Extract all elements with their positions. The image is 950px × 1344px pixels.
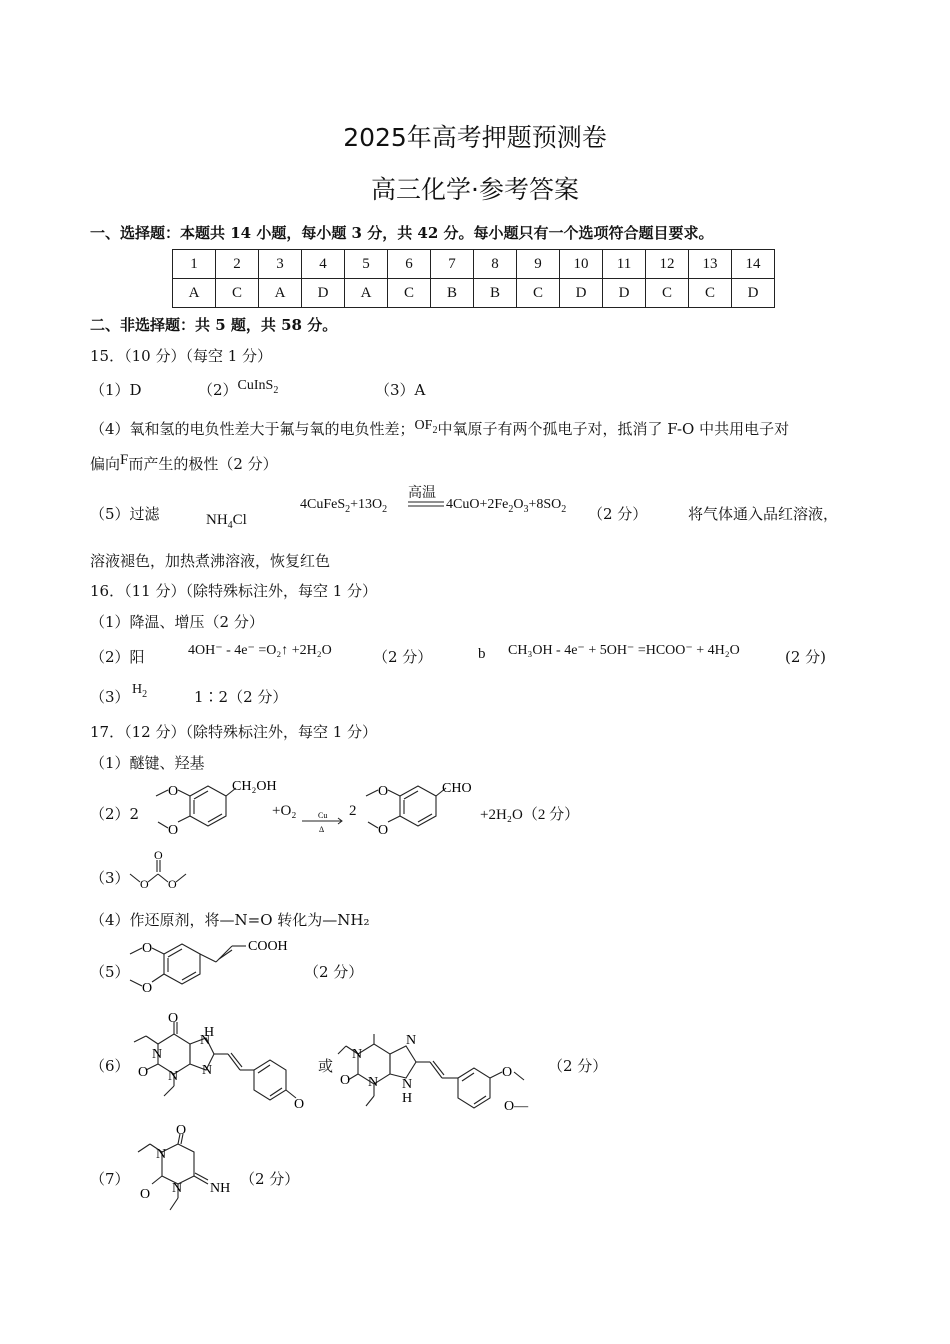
answer-letter-cell: B — [474, 279, 517, 308]
q17-part6-or: 或 — [318, 1057, 334, 1075]
q15-part2-formula: CuInS — [237, 378, 274, 393]
answer-letter-cell: C — [388, 279, 431, 308]
q17-coef-2: 2 — [349, 803, 357, 819]
q16-equation-anode: 4OH⁻ - 4e⁻ =O₂↑ +2H₂O — [188, 643, 332, 658]
q15-part4-a: （4）氧和氢的电负性差大于氟与氧的电负性差； — [90, 420, 415, 438]
answer-number-cell: 7 — [431, 250, 474, 279]
q15-part5-tail: 将气体通入品红溶液， — [688, 505, 839, 523]
dimethyl-carbonate-structure — [128, 848, 198, 890]
answer-number-cell: 3 — [259, 250, 302, 279]
x2-n1: N — [352, 1047, 363, 1062]
q16-part3-h2: $H_2$ — [132, 682, 148, 700]
xanthine-derivative-2 — [338, 1010, 558, 1114]
answer-number-cell: 6 — [388, 250, 431, 279]
x1-n9: N — [202, 1063, 213, 1078]
x2-o-bottom: O — [340, 1073, 351, 1088]
q17-part5-label: （5） — [90, 963, 130, 981]
answer-number-cell: 2 — [216, 250, 259, 279]
x1-n3: N — [168, 1069, 179, 1084]
answer-letter-cell: A — [173, 279, 216, 308]
x1-o-phenol: O — [294, 1097, 305, 1112]
answer-letter-cell: D — [302, 279, 345, 308]
q16-part1: （1）降温、增压（2 分） — [90, 613, 264, 631]
q16-part3-ratio: 1∶2（2 分） — [194, 688, 288, 706]
answer-number-cell: 10 — [560, 250, 603, 279]
reaction-arrow — [302, 812, 348, 834]
pyr-o-bottom: O — [140, 1187, 151, 1202]
x2-o-methoxy-1: O — [502, 1065, 513, 1080]
methoxy-o-3: O — [378, 784, 389, 799]
cinnamic-acid-structure — [128, 932, 318, 998]
carbonate-o-3: O — [154, 848, 163, 862]
q15-part2-label: （2） — [198, 381, 238, 399]
answer-number-cell: 12 — [646, 250, 689, 279]
answer-letter-cell: C — [216, 279, 259, 308]
x1-n1: N — [152, 1047, 163, 1062]
pyr-nh: NH — [210, 1181, 231, 1196]
reactant-structure — [128, 778, 278, 842]
q17-part7-label: （7） — [90, 1170, 130, 1188]
q16-part3-label: （3） — [90, 688, 130, 706]
q15-part4-c: 偏向 — [90, 455, 121, 473]
answer-number-cell: 14 — [732, 250, 775, 279]
x2-n9: N — [402, 1077, 413, 1092]
q15-part4-formula: OF — [414, 418, 433, 433]
q17-part2-tail: +2H₂O（2 分） — [480, 807, 580, 823]
section2-heading: 二、非选择题：共 5 题，共 58 分。 — [90, 316, 338, 334]
answer-number-row — [173, 250, 775, 279]
answer-letter-cell: A — [259, 279, 302, 308]
q15-part1: （1）D — [90, 381, 142, 399]
answer-table — [172, 249, 775, 308]
q17-heading: 17．（12 分）（除特殊标注外，每空 1 分） — [90, 723, 378, 741]
q15-part5-score: （2 分） — [588, 505, 648, 523]
catalyst-cu: Cu — [318, 811, 328, 820]
cho-label: CHO — [442, 781, 472, 796]
ch2oh-label: CH₂OH — [232, 779, 277, 794]
answer-number-cell: 13 — [689, 250, 732, 279]
x2-n3: N — [368, 1075, 379, 1090]
q17-part1: （1）醚键、羟基 — [90, 754, 205, 772]
methoxy-o-2: O — [168, 823, 179, 838]
answer-letter-row — [173, 279, 775, 308]
q17-part3-label: （3） — [90, 869, 130, 887]
heat-delta: Δ — [319, 825, 325, 834]
q15-reaction-condition: 高温 — [408, 485, 436, 501]
q15-part2: （2）CuInS$_2$ — [198, 378, 279, 399]
x2-h: H — [402, 1091, 413, 1106]
answer-letter-cell: C — [689, 279, 732, 308]
q15-part4-f: F — [120, 452, 129, 468]
q16-part2-score2: (2 分) — [785, 648, 827, 666]
x1-o-top: O — [168, 1011, 179, 1026]
answer-letter-cell: D — [732, 279, 775, 308]
x1-o-bottom: O — [138, 1065, 149, 1080]
page-title: 2025年高考押题预测卷 — [343, 123, 607, 152]
pyr-n3: N — [172, 1181, 183, 1196]
answer-letter-cell: C — [517, 279, 560, 308]
answer-number-cell: 9 — [517, 250, 560, 279]
q17-o2: +O₂ — [272, 803, 297, 819]
q15-equation-right: $4CuO+2Fe_2O_3+8SO_2$ — [446, 497, 567, 515]
x2-o-methoxy-2: O— — [504, 1099, 529, 1114]
pyr-o-top: O — [176, 1123, 187, 1138]
q16-equation-methanol: CH₃OH - 4e⁻ + 5OH⁻ =HCOO⁻ + 4H₂O — [508, 643, 740, 658]
q17-part6-score: （2 分） — [548, 1057, 608, 1075]
pyrimidine-structure — [128, 1122, 248, 1226]
q16-part2-score: （2 分） — [373, 648, 433, 666]
methoxy-o-4: O — [378, 823, 389, 838]
q16-heading: 16．（11 分）（除特殊标注外，每空 1 分） — [90, 582, 378, 600]
answer-number-cell: 1 — [173, 250, 216, 279]
answer-number-cell: 4 — [302, 250, 345, 279]
page-subtitle: 高三化学·参考答案 — [371, 175, 579, 204]
q17-part6-label: （6） — [90, 1057, 130, 1075]
q15-part5-tail2: 溶液褪色，加热煮沸溶液，恢复红色 — [90, 552, 331, 570]
q17-part7-score: （2 分） — [240, 1170, 300, 1188]
q15-part4-line2 — [90, 453, 278, 474]
methoxy-o-1: O — [168, 784, 179, 799]
x2-n7: N — [406, 1033, 417, 1048]
q17-part2-label: （2）2 — [90, 805, 140, 823]
product-structure — [358, 778, 498, 842]
q15-part4-d: 而产生的极性（2 分） — [128, 455, 278, 473]
methoxy-o-6: O — [142, 981, 153, 996]
q15-part5-nh4cl: $NH_4Cl$ — [206, 512, 247, 531]
q17-part4: （4）作还原剂，将—N=O 转化为—NH₂ — [90, 911, 370, 929]
answer-number-cell: 11 — [603, 250, 646, 279]
carbonate-o-2: O — [168, 877, 177, 891]
answer-letter-cell: D — [603, 279, 646, 308]
q15-heading: 15．（10 分）（每空 1 分） — [90, 347, 273, 365]
q15-part4: （4）氧和氢的电负性差大于氟与氧的电负性差；$OF_2$中氧原子有两个孤电子对，抵消了 F-O 中共用电子对 — [90, 418, 790, 438]
q16-part2-b: b — [478, 646, 486, 662]
methoxy-o-5: O — [142, 941, 153, 956]
answer-letter-cell: B — [431, 279, 474, 308]
q15-equation-left: $4CuFeS_2+13O_2$ — [300, 497, 388, 515]
answer-number-cell: 5 — [345, 250, 388, 279]
q15-part3: （3）A — [375, 381, 426, 399]
answer-number-cell: 8 — [474, 250, 517, 279]
xanthine-derivative-1 — [128, 1010, 328, 1114]
x1-n7: N — [200, 1033, 211, 1048]
carbonate-o-1: O — [140, 877, 149, 891]
answer-letter-cell: D — [560, 279, 603, 308]
answer-letter-cell: A — [345, 279, 388, 308]
answer-letter-cell: C — [646, 279, 689, 308]
q15-part5-label: （5）过滤 — [90, 505, 160, 523]
q16-part2-label: （2）阳 — [90, 648, 145, 666]
q15-part4-b: 中氧原子有两个孤电子对，抵消了 F-O 中共用电子对 — [437, 420, 790, 438]
q15-equals-sign — [408, 500, 446, 508]
q17-part5-score: （2 分） — [304, 963, 364, 981]
cooh-label: COOH — [248, 939, 288, 954]
x1-h: H — [204, 1025, 215, 1040]
section1-heading: 一、选择题：本题共 14 小题，每小题 3 分，共 42 分。每小题只有一个选项符合题目要求。 — [90, 224, 714, 242]
pyr-n1: N — [156, 1147, 167, 1162]
